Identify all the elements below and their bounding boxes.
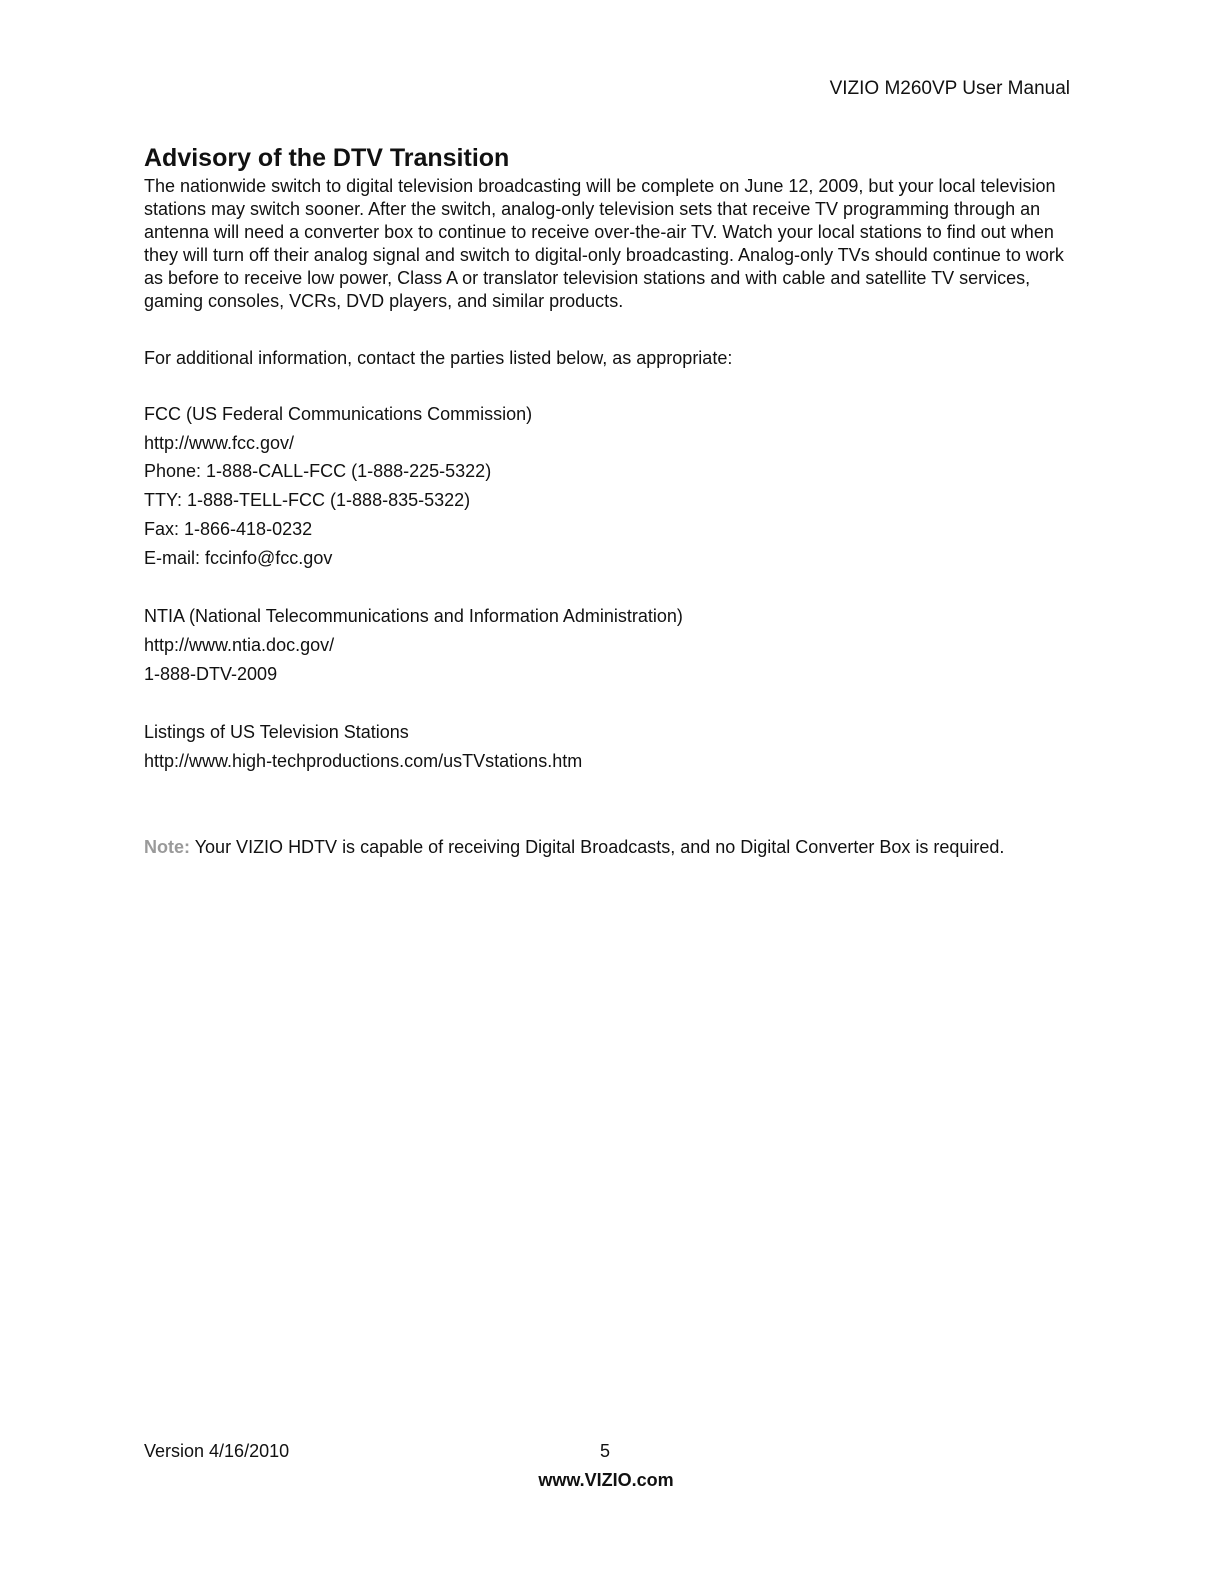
fcc-url: http://www.fcc.gov/ <box>144 432 295 453</box>
info-intro: For additional information, contact the parties listed below, as appropriate: <box>144 348 733 368</box>
listings-block <box>144 718 1071 775</box>
section-title: Advisory of the DTV Transition <box>144 144 510 172</box>
listings-name: Listings of US Television Stations <box>144 722 409 743</box>
note-block <box>144 836 1071 859</box>
footer-website: www.VIZIO.com <box>538 1470 674 1490</box>
fcc-fax: Fax: 1-866-418-0232 <box>144 518 313 539</box>
fcc-contact-block <box>144 400 1071 572</box>
dtv-transition-paragraph: The nationwide switch to digital television broadcasting will be complete on June 12, 2009, but your local television stations may switch sooner. After the switch, analog-only television sets that receive TV programming through an antenna will need a converter box to continue to receive over-the-air TV. Watch your local stations to find out when they will turn off their analog signal and switch to digital-only broadcasting. Analog-only TVs should continue to work as before to receive low power, Class A or translator television stations and with cable and satellite TV services, gaming consoles, VCRs, DVD players, and similar products. <box>144 176 1064 311</box>
ntia-contact-block <box>144 602 1071 688</box>
ntia-name: NTIA (National Telecommunications and Information Administration) <box>144 606 683 627</box>
note-text: Your VIZIO HDTV is capable of receiving Digital Broadcasts, and no Digital Converter Box is required. <box>194 836 1005 857</box>
fcc-tty: TTY: 1-888-TELL-FCC (1-888-835-5322) <box>144 490 471 511</box>
footer-version: Version 4/16/2010 <box>144 1441 290 1461</box>
ntia-phone: 1-888-DTV-2009 <box>144 663 278 684</box>
note-label: Note: <box>144 836 190 857</box>
fcc-email: E-mail: fccinfo@fcc.gov <box>144 547 333 568</box>
page-number: 5 <box>600 1441 611 1461</box>
listings-url: http://www.high-techproductions.com/usTVstations.htm <box>144 751 583 772</box>
fcc-phone: Phone: 1-888-CALL-FCC (1-888-225-5322) <box>144 461 492 482</box>
ntia-url: http://www.ntia.doc.gov/ <box>144 634 335 655</box>
manual-header: VIZIO M260VP User Manual <box>829 78 1070 99</box>
page-content <box>144 142 1071 859</box>
fcc-name: FCC (US Federal Communications Commission) <box>144 404 533 424</box>
